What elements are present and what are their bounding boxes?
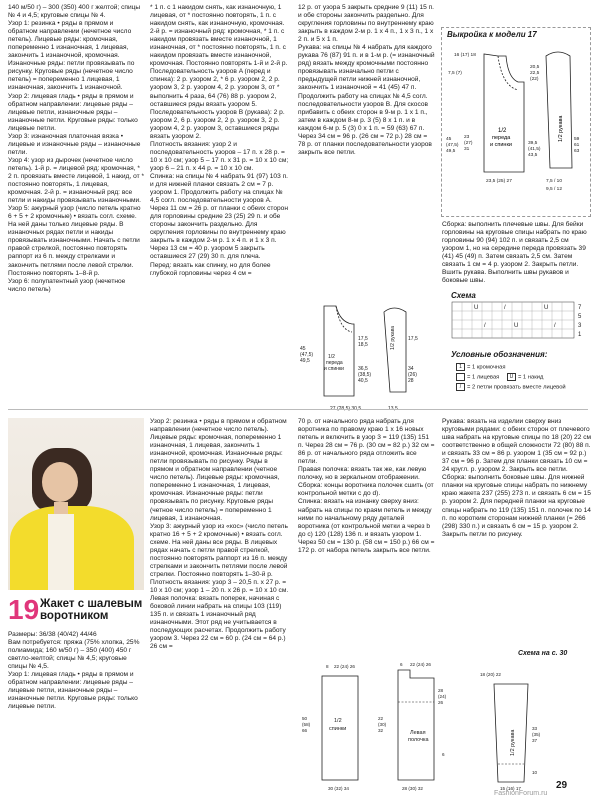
model-photo [8, 418, 144, 590]
legend-text: = 1 накид [517, 374, 544, 381]
left-front-panel [398, 670, 434, 780]
svg-text:1/2 рукава: 1/2 рукава [558, 115, 564, 142]
svg-text:5: 5 [578, 314, 582, 320]
svg-text:39,5: 39,5 [528, 141, 538, 146]
top-assembly-text [442, 221, 592, 285]
svg-text:36,5: 36,5 [358, 366, 368, 372]
bottom-text-col-3 [298, 418, 436, 555]
svg-text:45: 45 [300, 346, 306, 352]
paragraph: Размеры: 36/38 (40/42) 44/46 [8, 631, 97, 638]
paragraph: Сборка: концы воротника полочек сшить (от контрольной метки с до d). [298, 482, 434, 498]
svg-text:(22): (22) [530, 77, 539, 82]
svg-text:28: 28 [408, 378, 414, 384]
svg-text:16 (17) 18: 16 (17) 18 [454, 53, 476, 58]
paragraph: Последовательность узоров A (перед и спинка): 2 р. узором 2, * 6 р. узором 2, 2 р. узором 3, 2 р. узором 4, 2 р. узором 3, от * выполнить 4 раза, 64 (76) 88 р. узором 2, оставшиеся ряды вязать узором 5. [150, 68, 280, 108]
watermark: FashionForum.ru [494, 790, 548, 797]
svg-text:23: 23 [464, 135, 470, 140]
paragraph: Узор 2: лицевая гладь • ряды в прямом и обратном направлении: лицевые ряды – лицевые петли, изнаночные ряды – изнаночные петли. Круговые ряды: только лицевые петли. [8, 92, 138, 132]
legend-symbol [456, 373, 465, 381]
paragraph: Узор 1: лицевая гладь • ряды в прямом и обратном направлении: лицевые ряды – лицевые петли, изнаночные ряды – изнаночные петли. Круговые ряды: только лицевые петли. [8, 671, 138, 711]
svg-text:20,5: 20,5 [530, 65, 540, 70]
svg-text:31: 31 [464, 147, 470, 152]
svg-text:10: 10 [532, 770, 538, 775]
page-number: 29 [556, 780, 568, 791]
paragraph: 140 м/50 г) – 300 (350) 400 г желтой; спицы № 4 и 4,5; круговые спицы № 4. [8, 4, 141, 20]
svg-text:8: 8 [326, 664, 329, 669]
svg-text:23,5 (25) 27: 23,5 (25) 27 [486, 179, 512, 184]
svg-text:7: 7 [578, 305, 582, 311]
svg-text:18,5: 18,5 [358, 342, 368, 348]
bottom-text-col-4 [442, 418, 592, 539]
svg-text:(24): (24) [438, 694, 447, 699]
svg-text:(47,5): (47,5) [446, 143, 459, 148]
pattern-diagram-19 [298, 660, 594, 794]
model-title: Жакет с шалевым воротником [40, 598, 143, 622]
top-text-col-1 [8, 4, 144, 294]
legend-title: Условные обозначения: [451, 350, 548, 359]
svg-text:и спинки: и спинки [324, 366, 344, 372]
svg-text:/: / [484, 323, 486, 329]
paragraph: Спинка: вязать на изнанку сверху вниз: набрать на спицы по краям петель и между ними по начальному ряду деталей воротника (от контрольной метки a через b до c) 120 (128) 136 п. и вязать узором 1. Через 50 см = 130 р. (58 см = 150 р.) 66 см = 172 р. от набора петель закрыть все петли. [298, 498, 435, 554]
svg-text:(30): (30) [378, 722, 387, 727]
svg-text:22: 22 [378, 716, 384, 721]
svg-text:9,5 / 12: 9,5 / 12 [546, 187, 563, 192]
paragraph: Плотность вязания: узор 3 – 20,5 п. x 27 р. = 10 x 10 см; узор 1 – 20 п. x 26 р. = 10 x 10 см. [150, 578, 289, 594]
svg-text:18 (20) 22: 18 (20) 22 [480, 672, 501, 677]
svg-text:1/2: 1/2 [498, 128, 507, 134]
legend-row [456, 383, 586, 391]
svg-text:28: 28 [438, 688, 444, 693]
svg-text:U: U [514, 323, 519, 329]
paragraph: Левая полочка: вязать поперек, начиная с боковой линии набрать на спицы 103 (119) 135 п. и связать 1 изнаночный ряд изнаночными. Этот ряд не учитывается в последующих расчетах. Продолжить работу узором 3. Через 22 см = 60 р. (24 см = 64 р.) 26 см = [150, 595, 286, 651]
paragraph: Изнаночные ряды: петли провязывать по рисунку. Круговые ряды (нечетное число петель) = попеременно 1 лицевая, 1 изнаночная, закончить 1 изнаночной. [8, 60, 135, 92]
svg-text:61: 61 [574, 143, 580, 148]
bottom-text-col-2 [150, 418, 290, 651]
sleeve-outline [546, 52, 572, 168]
svg-text:49,5: 49,5 [300, 358, 310, 364]
legend-symbol: / [456, 383, 465, 391]
svg-text:(26): (26) [408, 372, 417, 378]
paragraph: Узор 5: ажурный узор (число петель кратно 6 + 5 + 2 кромочные) • вязать согл. схеме. На ней даны только лицевые ряды. В изнаночных рядах петли и накиды провязывать изнаночными. Начать с петли правой стрелкой, постоянно повторять раппорт из 6 п. между стрелками и закончить петлями после левой стрелки. Постоянно повторять 1–8-й р. [8, 205, 141, 277]
top-text-col-3 [298, 4, 436, 157]
paragraph: Узор 3: изнаночная платочная вязка • лицевые и изнаночные ряды – изнаночные петли. [8, 132, 141, 156]
svg-text:и спинки: и спинки [490, 142, 512, 148]
section-divider [8, 409, 588, 410]
svg-text:/: / [554, 323, 556, 329]
svg-text:30 (32) 34: 30 (32) 34 [328, 786, 349, 791]
paragraph: Узор 2: резинка • ряды в прямом и обратном направлении (нечетное число петель). Лицевые ряды: кромочная, попеременно 1 изнаночная, 1 лицевая, закончить 1 изнаночной, кромочная. Изнаночные ряды: петли провязывать по рисунку. Ряды в прямом и обратном направлении (четное число петель). Лицевые ряды: кромочная, попеременно 1 изнаночная, 1 лицевая, кромочная. Изнаночные ряды: петли провязывать по рисунку. Круговые ряды (четное число петель) = попеременно 1 лицевая, 1 изнаночная. [150, 418, 287, 522]
pattern-diagram-small [298, 300, 442, 420]
paragraph: Сборка: выполнить боковые швы. Для нижней планки на круговые спицы набрать по нижнему краю жакета 237 (255) 273 п. и связать 6 см = 15 р. узором 2. Для передней планки на круговые спицы набрать по 119 (135) 151 п. полочек по 14 п. по коротким сторонам нижней планки (= 266 (298) 330 п.) и связать 6 см = 15 р. узором 2. Закрыть петли по рисунку. [442, 474, 591, 538]
svg-text:(27): (27) [464, 141, 473, 146]
svg-text:1/2 рукава: 1/2 рукава [510, 729, 516, 756]
svg-text:переда: переда [492, 135, 511, 141]
svg-text:45: 45 [446, 137, 452, 142]
top-text-col-2 [150, 4, 290, 278]
paragraph: Узор 3: ажурный узор из «кос» (число петель кратно 16 + 5 + 2 кромочные) • вязать согл. схеме. На ней даны все ряды. В лицевых рядах начать с петли правой стрелкой, постоянно повторять раппорт из 16 п. между стрелками и закончить петлями после левой стрелки. Постоянно повторять 1–30-й р. [150, 522, 288, 578]
svg-text:22 (24) 26: 22 (24) 26 [410, 662, 431, 667]
legend-row [456, 363, 505, 371]
paragraph: Перед: вязать как спинку, но для более глубокой горловины через 4 см = [150, 261, 271, 277]
svg-text:34: 34 [408, 366, 414, 372]
svg-text:66: 66 [302, 728, 308, 733]
legend-symbol: 1 [456, 363, 465, 371]
svg-text:3: 3 [578, 323, 582, 329]
svg-text:Левая: Левая [410, 730, 426, 736]
paragraph: Сборка: выполнить плечевые швы. Для бейки горловины на круговые спицы набрать по краю горловины 90 (94) 102 п. и связать 2,5 см узором 1, но на середине переда провязать 39 (41) 45 (49) п. Затем связать 2,5 см. Затем связать 1 см = 4 р. узором 2. Закрыть петли. Вшить рукава. Выполнить швы рукавов и боковые швы. [442, 221, 587, 285]
svg-text:(58): (58) [302, 722, 311, 727]
svg-text:17,5: 17,5 [358, 336, 368, 342]
paragraph: Плотность вязания: узор 2 и последовательность узоров – 17 п. x 28 р. = 10 x 10 см; узор 5 – 17 п. x 31 р. = 10 x 10 см; узор 6 – 21 п. x 44 р. = 10 x 10 см. [150, 140, 289, 172]
scheme-title: Схема [451, 291, 476, 300]
svg-text:6: 6 [400, 662, 403, 667]
paragraph: 70 р. от начального ряда набрать для воротника по правому краю 1 x 16 новых петель и включить в узор 3 = 119 (135) 151 п. Через 28 см = 76 р. (30 см = 82 р.) 32 см = 86 р. от начального ряда отложить все петли. [298, 418, 435, 466]
pattern-title: Выкройка к модели 17 [447, 30, 537, 39]
svg-text:(38,5): (38,5) [358, 372, 372, 378]
paragraph: 12 р. от узора 5 закрыть средние 9 (11) 15 п. и обе стороны закончить раздельно. Для скругления горловины по внутреннему краю закрыть в каждом 2-м р. 1 x 4 п., 1 x 3 п., 1 x 2 п. и 5 x 1 п. [298, 4, 435, 44]
svg-text:59: 59 [574, 137, 580, 142]
legend-text: = 1 лицевая [467, 374, 500, 381]
paragraph: Узор 6: полупатентный узор (нечетное число петель) [8, 277, 126, 293]
svg-text:22,5: 22,5 [530, 71, 540, 76]
svg-text:/: / [504, 305, 506, 311]
svg-text:переда: переда [326, 360, 343, 366]
svg-text:1: 1 [578, 332, 582, 338]
legend-text: = 2 петли провязать вместе лицевой [467, 384, 566, 391]
scheme-caption: Схема на с. 30 [518, 650, 568, 657]
scheme-grid [446, 300, 592, 344]
svg-text:U: U [544, 305, 549, 311]
svg-text:7,5 (7): 7,5 (7) [448, 71, 462, 76]
legend-row [456, 373, 543, 381]
paragraph: Спинка: на спицы № 4 набрать 91 (97) 103 п. и для нижней планки связать 2 см = 7 р. узором 1. Продолжить работу на спицах № 4,5 согл. последовательности узоров A. Через 11 см = 26 р. от планки с обеих сторон для горловины средние 23 (25) 29 п. и обе стороны закончить раздельно. Для скругления горловины по внутреннему краю закрыть в каждом 2-м р. 1 x 4 п. и 1 x 3 п. Через 13 см = 40 р. узором 5 закрыть оставшиеся 27 (29) 30 п. для плеча. [150, 172, 288, 261]
svg-text:1/2: 1/2 [328, 354, 335, 360]
paragraph: Рукава: на спицы № 4 набрать для каждого рукава 76 (87) 91 п. и в 1-м р. (= изнаночный ряд) вязать между кромочными постоянно провязывать изначально петли с предыдущей петли нижней изнаночной, закончить 1 изнаночной = 41 (45) 47 п. Продолжить работу на спицах № 4,5 согл. последовательности узоров B. Для скосов прибавить с обеих сторон в 9-м р. 1 x 1 п., затем в каждом 8-м р. 3 (5) 8 x 1 п. и в каждом 6-м р. 5 (3) 0 x 1 п. = 59 (63) 67 п. Через 34 см = 96 р. (26 см = 72 р.) 28 см = 78 р. от планки последовательности узоров закрыть все петли. [298, 44, 435, 156]
svg-text:7,5 / 10: 7,5 / 10 [546, 179, 563, 184]
svg-text:28 (30) 32: 28 (30) 32 [402, 786, 423, 791]
svg-text:26: 26 [438, 700, 444, 705]
paragraph: Последовательность узоров B (рукава): 2 р. узором 2, 6 р. узором 2, 2 р. узором 3, 2 р. узором 4, 2 р. узором 3, оставшиеся ряды вязать узором 2. [150, 108, 285, 140]
svg-text:32: 32 [378, 728, 384, 733]
svg-text:(41,5): (41,5) [528, 147, 541, 152]
svg-text:33: 33 [532, 726, 538, 731]
front-neck-line [498, 56, 518, 90]
svg-text:43,5: 43,5 [528, 153, 538, 158]
paragraph: Правая полочка: вязать так же, как левую полочку, но в зеркальном отображении. [298, 466, 427, 482]
svg-text:50: 50 [302, 716, 308, 721]
paragraph: Вам потребуется: пряжа (75% хлопка, 25% полиамида; 160 м/50 г) – 350 (400) 450 г светло-желтой; спицы № 4,5; круговые спицы № 4,5. [8, 639, 140, 671]
svg-text:63: 63 [574, 149, 580, 154]
paragraph: Узор 1: резинка • ряды в прямом и обратном направлении (нечетное число петель). Лицевые ряды: кромочная, попеременно 1 изнаночная, 1 лицевая, закончить 1 изнаночной, кромочная. [8, 20, 132, 60]
svg-text:22 (24) 26: 22 (24) 26 [334, 664, 355, 669]
paragraph: Узор 4: узор из дырочек (нечетное число петель). 1-й р. = лицевой ряд: кромочная, * 2 п. провязать вместе лицевой, 1 накид, от * постоянно повторять, 1 лицевая, кромочная. 2-й р. = изнаночный ряд: все петли и накиды провязывать изнаночными. [8, 156, 145, 205]
svg-text:37: 37 [532, 738, 538, 743]
front-back-outline [484, 54, 524, 172]
svg-text:1/2 рукава: 1/2 рукава [390, 325, 396, 350]
svg-text:(35): (35) [532, 732, 541, 737]
svg-text:1/2: 1/2 [334, 718, 342, 724]
svg-text:спинки: спинки [329, 726, 347, 732]
pattern-diagram-17 [446, 44, 586, 210]
svg-text:U: U [474, 305, 479, 311]
svg-text:6: 6 [442, 752, 445, 757]
svg-text:(47,5): (47,5) [300, 352, 314, 358]
legend-text: = 1 кромочная [467, 364, 506, 371]
paragraph: Рукава: вязать на изделии сверху вниз круговыми рядами: с обеих сторон от плечевого шва набрать на круговые спицы по 18 (20) 22 см соответственно в общей сложности 72 (80) 88 п. и связать 33 см = 86 р. узором 1 (35 см = 92 р.) 37 см = 96 р. Затем для планки связать 10 см = 24 кругл. р. узором 2. Закрыть все петли. [442, 418, 592, 474]
svg-text:15 (16) 17: 15 (16) 17 [500, 786, 521, 791]
legend-symbol: U [507, 373, 516, 381]
svg-text:40,5: 40,5 [358, 378, 368, 384]
bottom-text-col-1 [8, 631, 144, 711]
model-number: 19 [8, 594, 40, 625]
svg-text:49,5: 49,5 [446, 149, 456, 154]
svg-text:17,5: 17,5 [408, 336, 418, 342]
svg-text:полочка: полочка [408, 737, 429, 743]
paragraph: * 1 п. с 1 накидом снять, как изнаночную, 1 лицевая, от * постоянно повторять, 1 п. с накидом снять, как изнаночную, кромочная. 2-й р. = изнаночный ряд: кромочная, * 1 п. с накидом провязать вместе изнаночной, 1 изнаночная, от * постоянно повторять, 1 п. с накидом провязать вместе изнаночной, кромочная. Постоянно повторять 1-й и 2-й р. [150, 4, 288, 68]
